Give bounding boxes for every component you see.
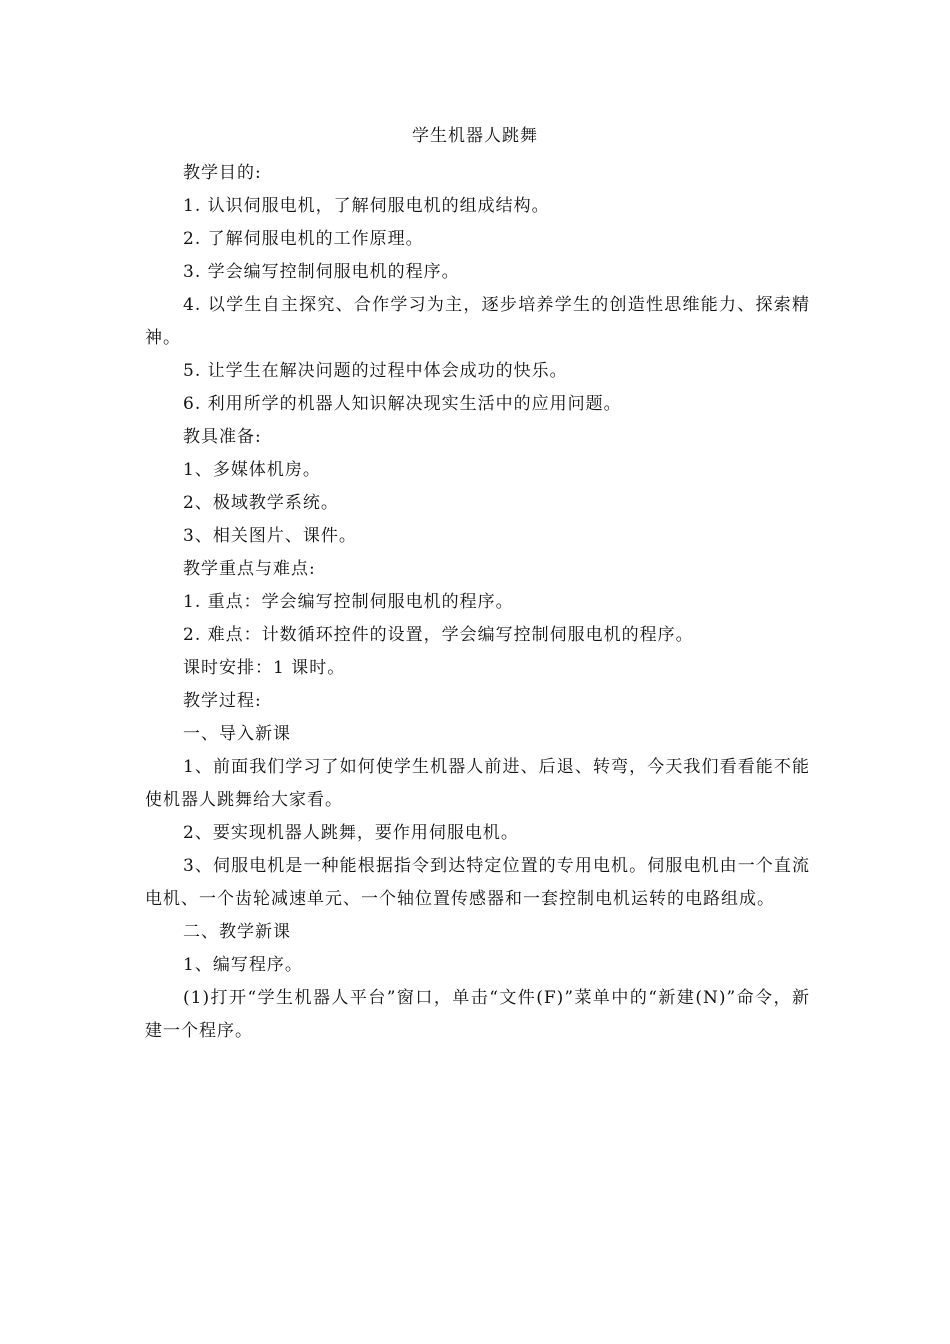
paragraph-process-heading: 教学过程:: [183, 691, 262, 711]
paragraph-schedule: 课时安排：1 课时。: [183, 658, 346, 678]
paragraph-objectives-heading: 教学目的:: [183, 163, 262, 183]
paragraph-new-1-step-1: (1)打开“学生机器人平台”窗口，单击“文件(F)”菜单中的“新建(N)”命令，新建一个程序。: [145, 988, 810, 1041]
paragraph-objective-4: 4. 以学生自主探究、合作学习为主，逐步培养学生的创造性思维能力、探索精神。: [145, 295, 810, 348]
paragraph-keypoints-heading: 教学重点与难点:: [183, 559, 316, 579]
paragraph-material-1: 1、多媒体机房。: [183, 460, 321, 480]
paragraph-new-1: 1、编写程序。: [183, 955, 303, 975]
paragraph-keypoint-2: 2. 难点：计数循环控件的设置，学会编写控制伺服电机的程序。: [183, 625, 694, 645]
paragraph-keypoint-1: 1. 重点：学会编写控制伺服电机的程序。: [183, 592, 514, 612]
paragraph-intro-1: 1、前面我们学习了如何使学生机器人前进、后退、转弯，今天我们看看能不能使机器人跳舞给大家看。: [145, 757, 810, 810]
paragraph-objective-2: 2. 了解伺服电机的工作原理。: [183, 229, 424, 249]
paragraph-material-3: 3、相关图片、课件。: [183, 526, 357, 546]
paragraph-material-2: 2、极域教学系统。: [183, 493, 339, 513]
paragraph-section-2-heading: 二、教学新课: [183, 922, 291, 942]
paragraph-intro-3: 3、伺服电机是一种能根据指令到达特定位置的专用电机。伺服电机由一个直流电机、一个齿轮减速单元、一个轴位置传感器和一套控制电机运转的电路组成。: [145, 856, 810, 909]
paragraph-materials-heading: 教具准备:: [183, 427, 262, 447]
paragraph-objective-3: 3. 学会编写控制伺服电机的程序。: [183, 262, 460, 282]
paragraph-intro-2: 2、要实现机器人跳舞，要作用伺服电机。: [183, 823, 519, 843]
paragraph-objective-6: 6. 利用所学的机器人知识解决现实生活中的应用问题。: [183, 394, 622, 414]
paragraph-objective-1: 1. 认识伺服电机，了解伺服电机的组成结构。: [183, 196, 550, 216]
document-body: [145, 157, 810, 1048]
paragraph-section-1-heading: 一、导入新课: [183, 724, 291, 744]
paragraph-objective-5: 5. 让学生在解决问题的过程中体会成功的快乐。: [183, 361, 568, 381]
document-title: 学生机器人跳舞: [412, 126, 538, 146]
